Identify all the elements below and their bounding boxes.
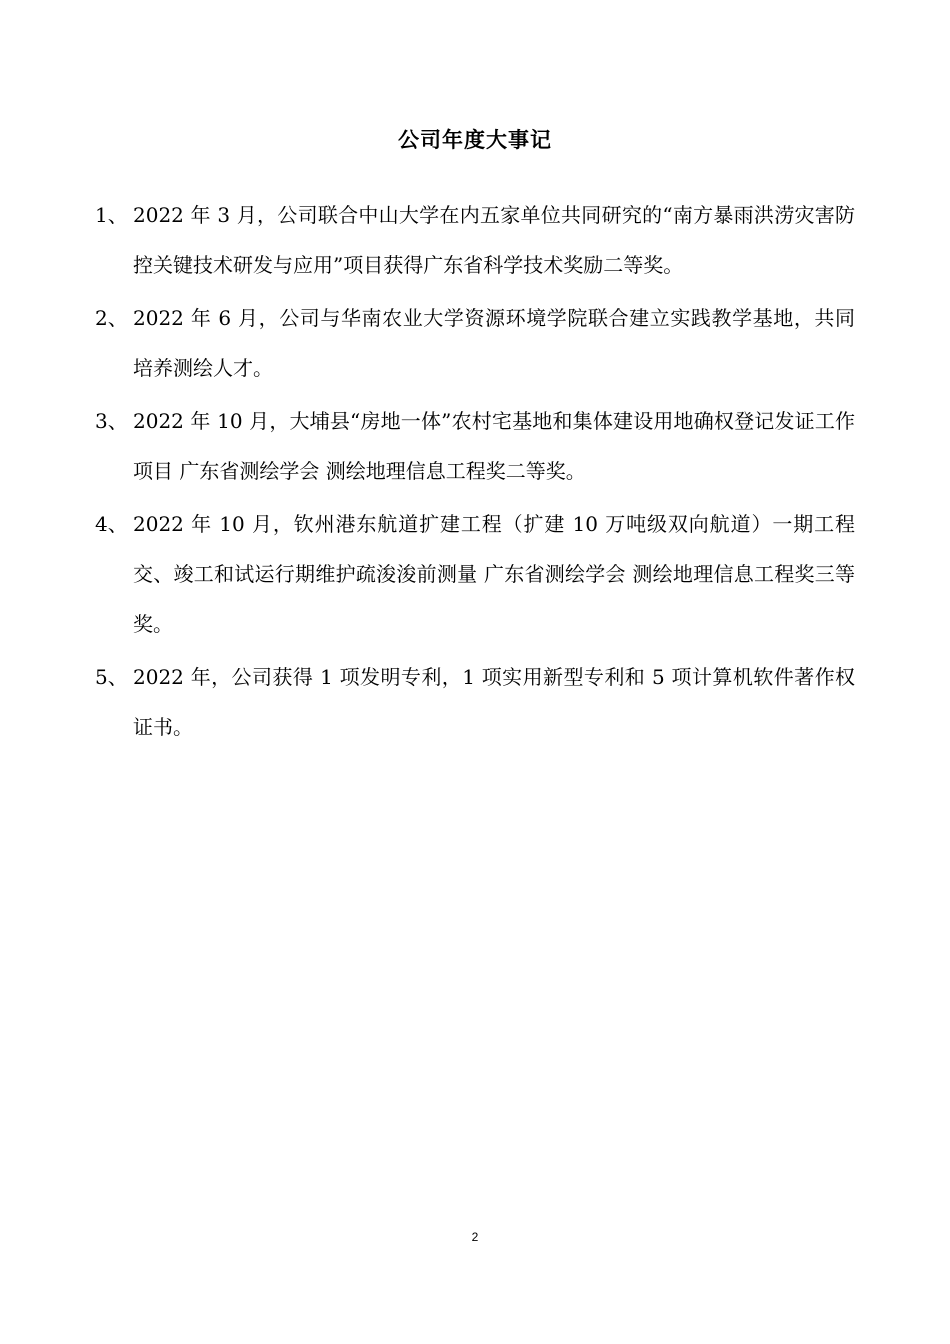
item-number: 4、 bbox=[95, 512, 128, 536]
list-item bbox=[95, 499, 855, 649]
list-item bbox=[95, 293, 855, 393]
page-title: 公司年度大事记 bbox=[398, 128, 552, 152]
item-number: 5、 bbox=[95, 665, 128, 689]
item-number: 3、 bbox=[95, 409, 128, 433]
item-number: 2、 bbox=[95, 306, 128, 330]
list-item bbox=[95, 190, 855, 290]
item-text: 2022 年 6 月，公司与华南农业大学资源环境学院联合建立实践教学基地，共同培养测绘人才。 bbox=[133, 306, 855, 380]
item-text: 2022 年，公司获得 1 项发明专利，1 项实用新型专利和 5 项计算机软件著作权证书。 bbox=[133, 665, 855, 739]
item-text: 2022 年 10 月，大埔县“房地一体”农村宅基地和集体建设用地确权登记发证工作项目 广东省测绘学会 测绘地理信息工程奖二等奖。 bbox=[133, 409, 855, 483]
list-item bbox=[95, 652, 855, 752]
list-item bbox=[95, 396, 855, 496]
event-list bbox=[95, 190, 855, 755]
item-text: 2022 年 3 月，公司联合中山大学在内五家单位共同研究的“南方暴雨洪涝灾害防控关键技术研发与应用”项目获得广东省科学技术奖励二等奖。 bbox=[133, 203, 855, 277]
item-text: 2022 年 10 月，钦州港东航道扩建工程（扩建 10 万吨级双向航道）一期工程交、竣工和试运行期维护疏浚浚前测量 广东省测绘学会 测绘地理信息工程奖三等奖。 bbox=[133, 512, 855, 636]
item-number: 1、 bbox=[95, 203, 128, 227]
page-number: 2 bbox=[471, 1230, 479, 1244]
